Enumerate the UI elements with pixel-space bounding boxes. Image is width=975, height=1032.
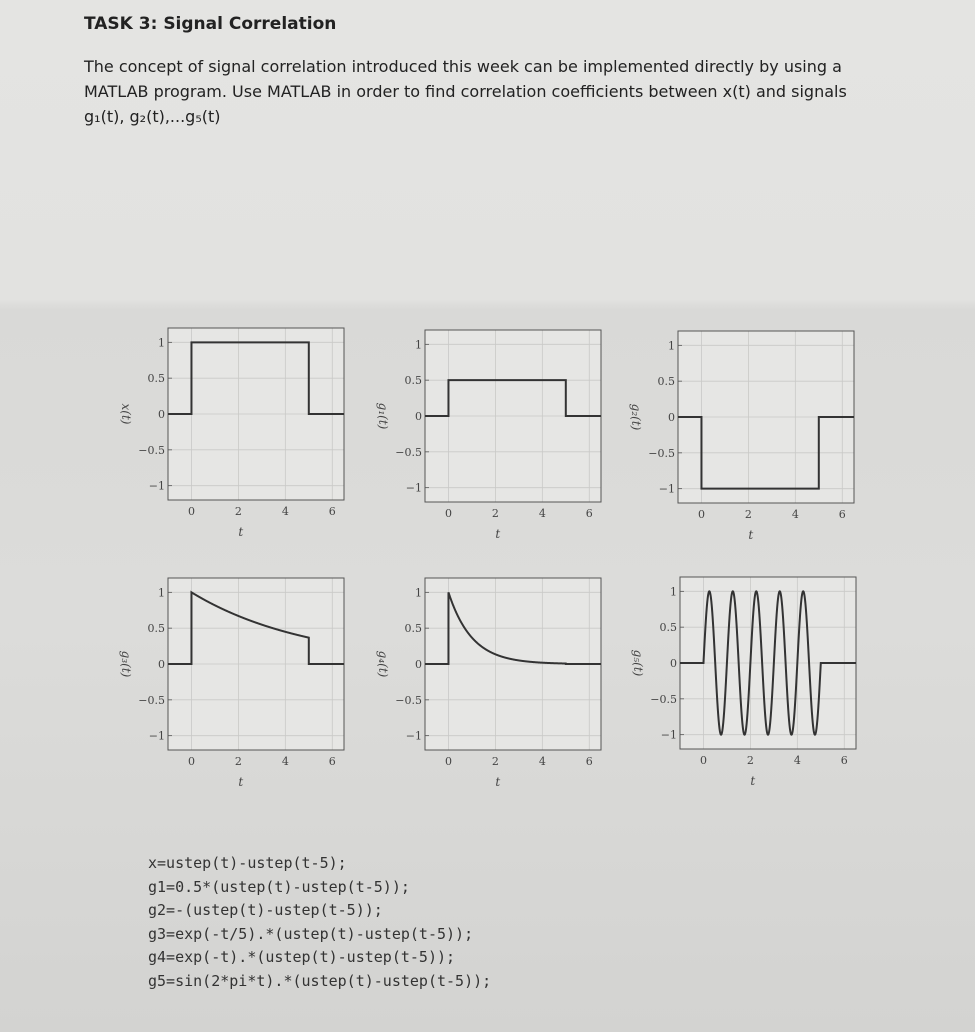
y-tick-label: 0.5: [404, 622, 422, 636]
y-tick-label: −0.5: [395, 445, 422, 459]
y-axis-label: g₃(t): [119, 650, 133, 678]
x-axis-label: t: [748, 528, 754, 542]
y-tick-label: 0.5: [147, 622, 165, 636]
y-tick-label: 0.5: [659, 621, 677, 635]
code-line-g3: g3=exp(-t/5).*(ustep(t)-ustep(t-5));: [148, 924, 474, 943]
chart-panel-3: [629, 331, 854, 542]
x-tick-label: 6: [585, 755, 593, 768]
code-line-g2: g2=-(ustep(t)-ustep(t-5));: [148, 901, 383, 919]
y-tick-label: 0: [668, 411, 675, 424]
y-tick-label: −1: [148, 729, 165, 743]
x-tick-label: 2: [234, 505, 242, 518]
y-tick-label: 1: [415, 338, 422, 352]
code-line-g1: g1=0.5*(ustep(t)-ustep(t-5));: [148, 877, 410, 896]
y-axis-label: x(t): [119, 403, 133, 425]
x-tick-label: 6: [585, 507, 593, 520]
y-tick-label: −1: [405, 481, 422, 495]
task-line-1: The concept of signal correlation introduced this week can be implemented directly by using a: [84, 57, 842, 76]
y-tick-label: −1: [660, 728, 677, 742]
chart-panel-4: [119, 578, 344, 789]
x-tick-label: 2: [746, 754, 754, 767]
y-tick-label: −1: [405, 729, 422, 743]
y-tick-label: −0.5: [138, 693, 165, 707]
y-axis-label: g₂(t): [629, 403, 643, 431]
x-tick-label: 2: [234, 755, 242, 768]
x-tick-label: 0: [444, 755, 452, 768]
y-tick-label: 0: [158, 408, 165, 421]
y-tick-label: −0.5: [395, 693, 422, 707]
x-tick-label: 4: [793, 754, 801, 767]
x-axis-label: t: [238, 775, 244, 789]
chart-panel-5: [376, 578, 601, 789]
y-tick-label: 1: [158, 336, 165, 350]
code-line-g4: g4=exp(-t).*(ustep(t)-ustep(t-5));: [148, 948, 456, 966]
x-axis-label: t: [495, 527, 501, 541]
y-tick-label: 0: [415, 410, 422, 423]
x-tick-label: 4: [791, 508, 799, 521]
chart-panel-2: [376, 330, 601, 541]
y-tick-label: 0: [670, 657, 677, 670]
y-tick-label: 0.5: [657, 375, 675, 389]
x-tick-label: 0: [697, 508, 705, 521]
y-tick-label: −0.5: [648, 446, 675, 460]
x-tick-label: 6: [328, 755, 336, 768]
y-tick-label: 1: [415, 586, 422, 600]
x-tick-label: 6: [838, 508, 846, 521]
x-tick-label: 2: [744, 508, 752, 521]
x-tick-label: 4: [281, 755, 289, 768]
x-tick-label: 6: [840, 754, 848, 767]
y-tick-label: −1: [658, 482, 675, 496]
x-tick-label: 2: [491, 507, 499, 520]
y-tick-label: 0.5: [147, 372, 165, 386]
y-tick-label: −1: [148, 479, 165, 493]
x-tick-label: 4: [538, 755, 546, 768]
y-tick-label: −0.5: [650, 692, 677, 706]
task-description: [84, 54, 904, 129]
y-tick-label: 1: [668, 339, 675, 353]
task-title: TASK 3: Signal Correlation: [84, 14, 337, 34]
y-tick-label: 0.5: [404, 374, 422, 388]
x-axis-label: t: [750, 774, 756, 788]
x-tick-label: 2: [491, 755, 499, 768]
x-tick-label: 6: [328, 505, 336, 518]
y-tick-label: 1: [670, 585, 677, 599]
x-tick-label: 0: [187, 755, 195, 768]
task-line-3: g₁(t), g₂(t),...g₅(t): [84, 107, 221, 126]
matlab-code-block: [148, 852, 491, 993]
y-tick-label: 0: [415, 658, 422, 671]
y-axis-label: g₅(t): [631, 649, 645, 677]
chart-panel-1: [119, 328, 344, 539]
signal-plots-svg: [0, 300, 975, 820]
y-tick-label: 0: [158, 658, 165, 671]
x-tick-label: 4: [538, 507, 546, 520]
code-line-x: x=ustep(t)-ustep(t-5);: [148, 854, 347, 872]
y-tick-label: −0.5: [138, 443, 165, 457]
y-axis-label: g₄(t): [376, 650, 390, 678]
x-axis-label: t: [495, 775, 501, 789]
x-axis-label: t: [238, 525, 244, 539]
task-line-2: MATLAB program. Use MATLAB in order to find correlation coefficients between x(t) and signals: [84, 82, 847, 101]
signal-plots-figure: [0, 300, 975, 825]
x-tick-label: 0: [444, 507, 452, 520]
x-tick-label: 0: [699, 754, 707, 767]
code-line-g5: g5=sin(2*pi*t).*(ustep(t)-ustep(t-5));: [148, 971, 492, 990]
x-tick-label: 4: [281, 505, 289, 518]
x-tick-label: 0: [187, 505, 195, 518]
y-tick-label: 1: [158, 586, 165, 600]
y-axis-label: g₁(t): [376, 402, 390, 430]
chart-panel-6: [631, 577, 856, 788]
